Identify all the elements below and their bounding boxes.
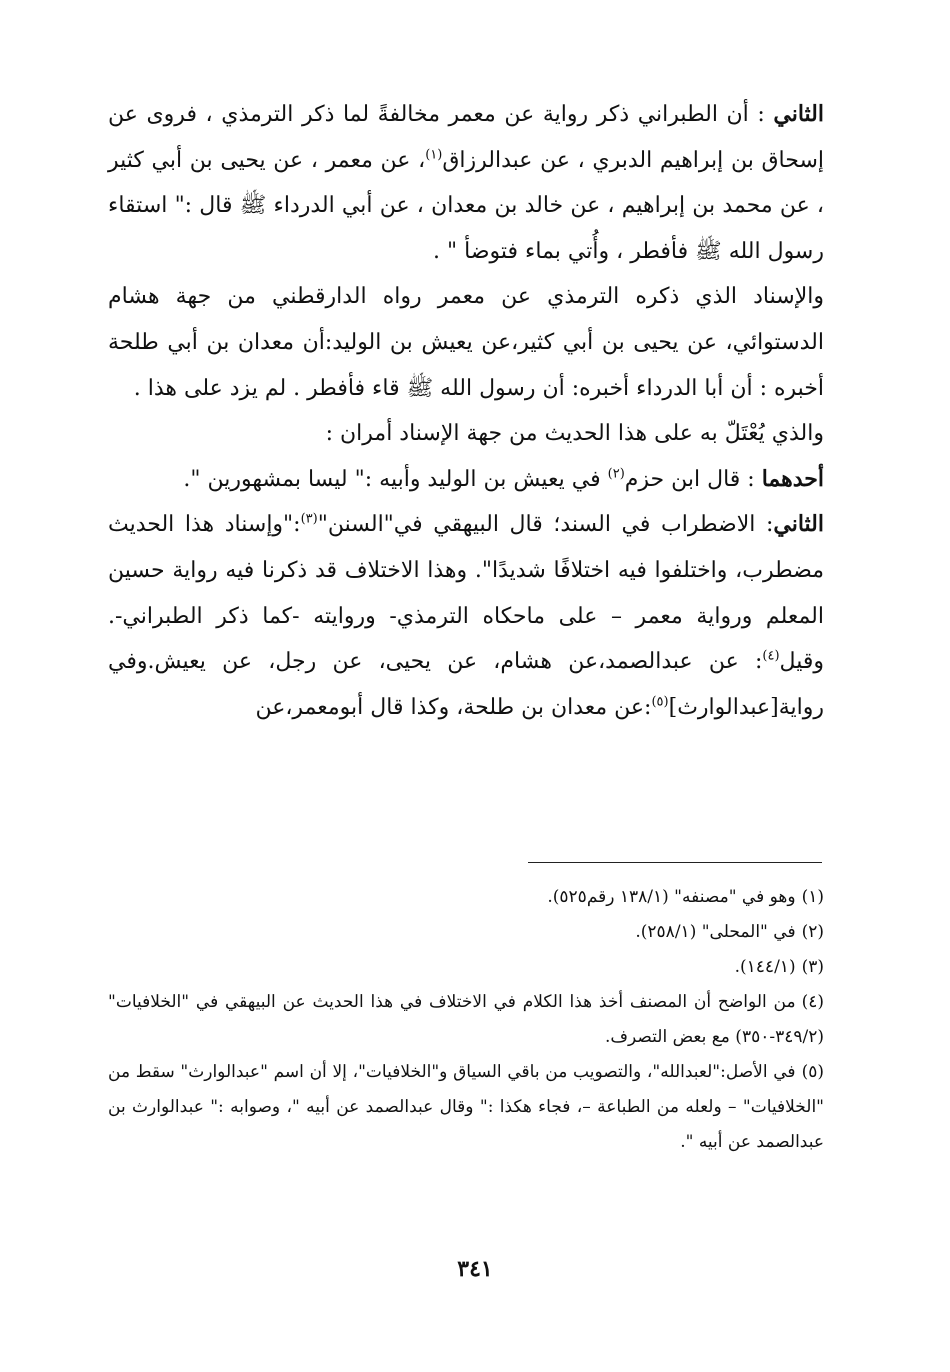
main-text — [108, 92, 824, 730]
footnote-text: وهو في "مصنفه" (١٣٨/١ رقم٥٢٥). — [547, 887, 796, 907]
paragraph-5-text-a: : الاضطراب في السند؛ قال البيهقي في"السنن" — [317, 512, 774, 538]
footnote-divider — [528, 862, 822, 863]
paragraph-5-text-d: :عن معدان بن طلحة، وكذا قال أبومعمر،عن — [255, 694, 652, 720]
footnote-text: في الأصل:"لعبدالله"، والتصويب من باقي السياق و"الخلافيات"، إلا أن اسم "عبدالوارث" سقط من "الخلافيات" – ولعله من الطباعة –، فجاء هكذا :" وقال عبدالصمد عن أبيه "، وصوابه :" عبدالوارث بن عبدالصمد عن أبيه ". — [108, 1062, 824, 1152]
footnote-ref-3: (٣) — [300, 512, 318, 528]
footnote-3 — [108, 950, 824, 985]
paragraph-5 — [108, 502, 824, 730]
paragraph-3: والذي يُعْتَلّ به على هذا الحديث من جهة الإسناد أمران : — [325, 421, 824, 447]
paragraph-1-text-b: ، عن معمر ، عن يحيى بن أبي كثير ، عن محمد بن إبراهيم ، عن خالد بن معدان ، عن أبي الدرداء ﷺ قال :" استقاء رسول الله ﷺ فأفطر ، وأُتي بماء فتوضأ " . — [108, 147, 824, 264]
footnote-label: (٥) — [801, 1062, 824, 1082]
page-number: ٣٤١ — [457, 1256, 493, 1282]
footnote-label: (٢) — [801, 922, 824, 942]
footnote-5 — [108, 1055, 824, 1160]
footnote-text: (١٤٤/١). — [734, 957, 796, 977]
paragraph-1 — [108, 92, 824, 274]
footnote-4 — [108, 985, 824, 1055]
paragraph-5-text-b: :"وإسناد هذا الحديث مضطرب، واختلفوا فيه اختلافًا شديدًا". وهذا الاختلاف قد ذكرنا فيه رواية حسين المعلم ورواية معمر – على ماحكاه الترمذي- وروايته -كما ذكر الطبراني-. وقيل — [108, 512, 824, 675]
paragraph-4-lead: أحدهما — [761, 465, 824, 492]
paragraph-2: والإسناد الذي ذكره الترمذي عن معمر رواه الدارقطني من جهة هشام الدستوائي، عن يحيى بن أبي كثير،عن يعيش بن الوليد:أن معدان بن أبي طلحة أخبره : أن أبا الدرداء أخبره: أن رسول الله ﷺ قاء فأفطر . لم يزد على هذا . — [108, 284, 824, 401]
paragraph-4 — [108, 457, 824, 503]
footnote-label: (٤) — [801, 992, 824, 1012]
paragraph-5-lead: الثاني — [773, 511, 824, 538]
footnote-label: (٣) — [801, 957, 824, 977]
footnote-text: في "المحلى" (٢٥٨/١). — [635, 922, 796, 942]
footnote-ref-2: (٢) — [607, 466, 625, 482]
paragraph-5-text-c: : عن عبدالصمد،عن هشام، عن يحيى، عن رجل، عن يعيش.وفي رواية[عبدالوارث] — [108, 649, 824, 720]
footnote-1 — [108, 880, 824, 915]
footnotes — [108, 880, 824, 1160]
footnote-label: (١) — [801, 887, 824, 907]
footnote-ref-5: (٥) — [651, 694, 669, 710]
paragraph-4-text-b: في يعيش بن الوليد وأبيه :" ليسا بمشهورين ". — [183, 466, 608, 492]
footnote-text: من الواضح أن المصنف أخذ هذا الكلام في الاختلاف في هذا الحديث عن البيهقي في "الخلافيات" (٣٤٩/٢-٣٥٠) مع بعض التصرف. — [108, 992, 824, 1047]
paragraph-1-text-a: : أن الطبراني ذكر رواية عن معمر مخالفةً لما ذكر الترمذي ، فروى عن إسحاق بن إبراهيم الدبري ، عن عبدالرزاق — [108, 102, 825, 173]
paragraph-4-text-a: : قال ابن حزم — [624, 466, 762, 492]
footnote-2 — [108, 915, 824, 950]
footnote-ref-4: (٤) — [762, 648, 780, 664]
footnote-ref-1: (١) — [425, 147, 443, 163]
paragraph-1-lead: الثاني — [773, 101, 824, 127]
